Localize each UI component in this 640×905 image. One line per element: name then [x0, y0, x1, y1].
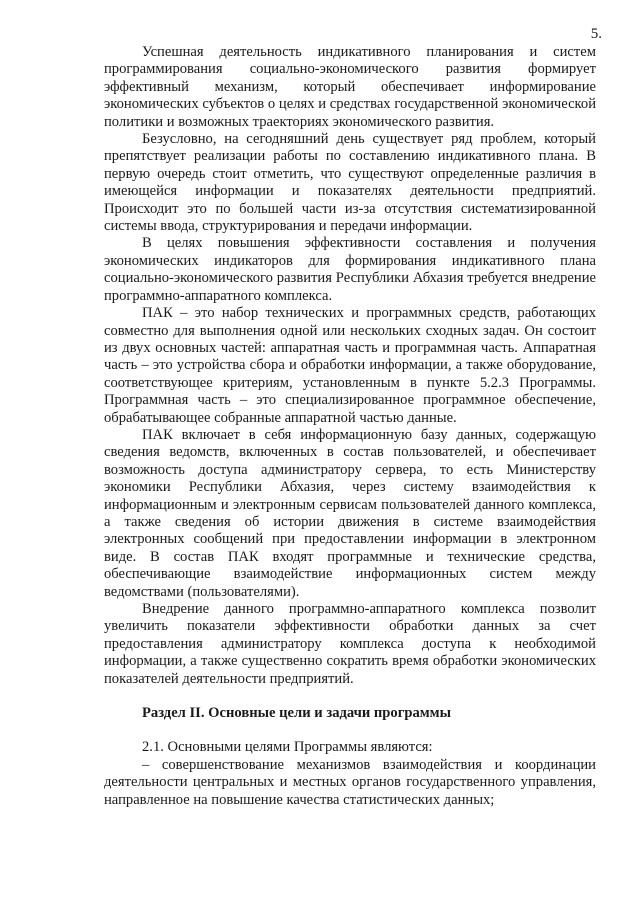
paragraph-pak-definition: ПАК – это набор технических и программных средств, работающих совместно для выполнения одной или нескольких сходных задач. Он состоит из двух основных частей: аппаратная часть и программная часть. Аппаратная часть – это устройства сбора и обработки информации, а также оборудование, соответствующее критериям, установленным в пункте 5.2.3 Программы. Программная часть – это специализированное программное обеспечение, обрабатывающее собранные аппаратной частью данные.: [104, 305, 596, 426]
paragraph-indicative-planning: Успешная деятельность индикативного планирования и систем программирования социально-экономического развития формирует эффективный механизм, который обеспечивает информирование экономических субъектов о целях и средствах государственной экономической политики и возможных траекториях экономического развития.: [104, 44, 596, 130]
item-2-1: 2.1. Основными целями Программы являются:: [142, 739, 433, 756]
section-title: Раздел II. Основные цели и задачи программы: [142, 705, 452, 722]
paragraph-pak-database: ПАК включает в себя информационную базу данных, содержащую сведения ведомств, включенных в состав пользователей, и обеспечивает возможность доступа администратору сервера, то есть Министерству экономики Республики Абхазия, через систему взаимодействия к информационным и электронным сервисам пользователей данного комплекса, а также сведения об истории движения в системе взаимодействия электронных сообщений при предоставлении информации в электронном виде. В состав ПАК входят программные и технические средства, обеспечивающие взаимодействие информационных систем между ведомствами (пользователями).: [104, 426, 596, 600]
document-body: [104, 44, 596, 809]
paragraph-pak-benefits: Внедрение данного программно-аппаратного комплекса позволит увеличить показатели эффективности обработки данных за счет предоставления администратору комплекса доступа к необходимой информации, а также существенно сократить время обработки экономических показателей деятельности предприятий.: [104, 601, 596, 687]
goal-1: – совершенствование механизмов взаимодействия и координации деятельности центральных и местных органов государственного управления, направленное на повышение качества статистических данных;: [104, 756, 596, 808]
page-number: 5.: [590, 26, 602, 42]
paragraph-problems: Безусловно, на сегодняшний день существует ряд проблем, который препятствует реализации работы по составлению индикативного плана. В первую очередь стоит отметить, что существуют определенные различия в имеющейся информации и показателях деятельности предприятий. Происходит это по большей части из-за отсутствия систематизированной системы ввода, структурирования и передачи информации.: [104, 131, 596, 235]
paragraph-pak-need: В целях повышения эффективности составления и получения экономических индикаторов для формирования индикативного плана социально-экономического развития Республики Абхазия требуется внедрение программно-аппаратного комплекса.: [104, 235, 596, 304]
